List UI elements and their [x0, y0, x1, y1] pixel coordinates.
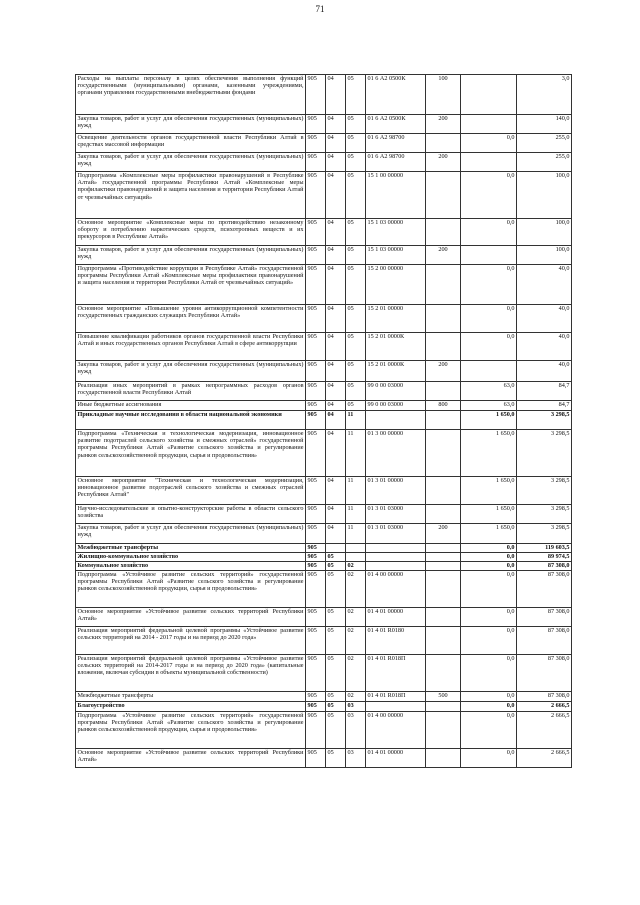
row-subsection-code: 05	[346, 134, 366, 153]
row-section-code: 04	[326, 265, 346, 305]
table-row	[76, 571, 572, 608]
row-subsection-code: 03	[346, 702, 366, 712]
row-name: Освещение деятельности органов государственной власти Республики Алтай в средствах массовой информации	[76, 134, 306, 153]
row-name: Расходы на выплаты персоналу в целях обеспечения выполнения функций государственными (муниципальными) органами, казенными учреждениями, органами управления государственными внебюджетными фондами	[76, 75, 306, 115]
row-name: Научно-исследовательские и опытно-конструкторские работы в области сельского хозяйства	[76, 505, 306, 524]
row-amount-first: 0,0	[461, 265, 517, 305]
row-amount-second: 40,0	[517, 265, 572, 305]
row-target-article: 99 0 00 03000	[366, 382, 426, 401]
table-row	[76, 75, 572, 115]
table-row	[76, 382, 572, 401]
row-section-code: 04	[326, 134, 346, 153]
row-amount-second: 255,0	[517, 134, 572, 153]
row-subsection-code: 11	[346, 505, 366, 524]
row-amount-second: 119 603,5	[517, 544, 572, 553]
row-name: Закупка товаров, работ и услуг для обеспечения государственных (муниципальных) нужд	[76, 524, 306, 544]
row-grbs-code: 905	[306, 333, 326, 361]
row-expense-type	[426, 571, 461, 608]
row-subsection-code: 05	[346, 153, 366, 172]
row-amount-second: 89 974,5	[517, 553, 572, 562]
row-subsection-code: 02	[346, 655, 366, 692]
row-grbs-code: 905	[306, 382, 326, 401]
row-amount-first: 0,0	[461, 219, 517, 246]
row-target-article: 15 2 01 00000	[366, 305, 426, 333]
row-amount-second: 84,7	[517, 382, 572, 401]
row-grbs-code: 905	[306, 524, 326, 544]
row-grbs-code: 905	[306, 655, 326, 692]
row-section-code: 04	[326, 505, 346, 524]
row-name: Повышение квалификации работников органов государственной власти Республики Алтай и иных государственных органов Республики Алтай в сфере антикоррупции	[76, 333, 306, 361]
row-expense-type: 200	[426, 115, 461, 134]
row-expense-type	[426, 627, 461, 655]
row-grbs-code: 905	[306, 411, 326, 430]
row-amount-second: 87 308,0	[517, 608, 572, 627]
row-target-article	[366, 553, 426, 562]
row-expense-type	[426, 265, 461, 305]
row-grbs-code: 905	[306, 134, 326, 153]
table-row	[76, 219, 572, 246]
row-grbs-code: 905	[306, 608, 326, 627]
row-grbs-code: 905	[306, 305, 326, 333]
row-target-article: 01 6 А2 0500К	[366, 115, 426, 134]
row-grbs-code: 905	[306, 75, 326, 115]
row-grbs-code: 905	[306, 553, 326, 562]
row-section-code: 04	[326, 305, 346, 333]
row-amount-second: 100,0	[517, 219, 572, 246]
row-expense-type: 500	[426, 692, 461, 702]
row-subsection-code: 05	[346, 75, 366, 115]
row-grbs-code: 905	[306, 562, 326, 571]
table-row	[76, 524, 572, 544]
row-name: Подпрограмма «Противодействие коррупции в Республике Алтай» государственной программы Республики Алтай «Комплексные меры профилактики правонарушений и защита населения и территории Республики Алтай от чрезвычайных ситуаций»	[76, 265, 306, 305]
row-section-code: 04	[326, 524, 346, 544]
table-row	[76, 544, 572, 553]
row-target-article	[366, 411, 426, 430]
row-amount-second: 3 298,5	[517, 505, 572, 524]
row-target-article: 01 4 00 00000	[366, 712, 426, 749]
row-grbs-code: 905	[306, 505, 326, 524]
row-grbs-code: 905	[306, 172, 326, 219]
row-expense-type	[426, 608, 461, 627]
row-target-article	[366, 562, 426, 571]
row-expense-type	[426, 477, 461, 505]
row-subsection-code: 03	[346, 712, 366, 749]
row-amount-first: 0,0	[461, 712, 517, 749]
row-name: Основное мероприятие «Повышение уровня антикоррупционной компетентности государственных гражданских служащих Республики Алтай»	[76, 305, 306, 333]
row-amount-second: 255,0	[517, 153, 572, 172]
row-name: Коммунальное хозяйство	[76, 562, 306, 571]
row-section-code: 04	[326, 477, 346, 505]
row-subsection-code: 05	[346, 382, 366, 401]
row-section-code: 04	[326, 401, 346, 411]
row-name: Реализация иных мероприятий в рамках непрограммных расходов органов государственной власти Республики Алтай	[76, 382, 306, 401]
row-amount-first: 63,0	[461, 382, 517, 401]
row-target-article: 01 4 01 R018П	[366, 655, 426, 692]
row-name: Подпрограмма «Устойчивое развитие сельских территорий» государственной программы Республики Алтай «Развитие сельского хозяйства и регулирование рынков сельскохозяйственной продукции, сырья и продовольствия»	[76, 571, 306, 608]
row-amount-second: 40,0	[517, 305, 572, 333]
row-subsection-code: 05	[346, 246, 366, 265]
row-target-article: 99 0 00 03000	[366, 401, 426, 411]
row-expense-type	[426, 562, 461, 571]
row-amount-first: 0,0	[461, 692, 517, 702]
row-subsection-code: 05	[346, 361, 366, 382]
row-amount-second: 84,7	[517, 401, 572, 411]
table-row	[76, 430, 572, 477]
row-name: Подпрограмма «Устойчивое развитие сельских территорий» государственной программы Республики Алтай «Развитие сельского хозяйства и регулирование рынков сельскохозяйственной продукции, сырья и продовольствия»	[76, 712, 306, 749]
row-name: Благоустройство	[76, 702, 306, 712]
row-target-article: 15 2 00 00000	[366, 265, 426, 305]
row-target-article: 01 6 А2 98700	[366, 153, 426, 172]
table-row	[76, 505, 572, 524]
row-grbs-code: 905	[306, 692, 326, 702]
row-amount-first: 0,0	[461, 608, 517, 627]
row-subsection-code: 11	[346, 477, 366, 505]
row-section-code: 05	[326, 553, 346, 562]
row-amount-second: 2 666,5	[517, 749, 572, 768]
row-section-code: 04	[326, 75, 346, 115]
row-target-article: 15 2 01 0000К	[366, 361, 426, 382]
row-name: Основное мероприятие "Техническая и технологическая модернизация, инновационное развитие подотраслей сельского хозяйства и смежных отраслей Республики Алтай"	[76, 477, 306, 505]
row-amount-first: 0,0	[461, 655, 517, 692]
row-expense-type	[426, 712, 461, 749]
table-row	[76, 153, 572, 172]
row-name: Иные бюджетные ассигнования	[76, 401, 306, 411]
row-amount-first: 0,0	[461, 571, 517, 608]
row-subsection-code: 03	[346, 749, 366, 768]
row-expense-type	[426, 505, 461, 524]
row-expense-type	[426, 172, 461, 219]
row-subsection-code: 02	[346, 627, 366, 655]
row-name: Подпрограмма «Комплексные меры профилактики правонарушений в Республике Алтай» государственной программы Республики Алтай «Комплексные меры профилактики правонарушений и защита населения и территории Республики Алтай от чрезвычайных ситуаций»	[76, 172, 306, 219]
row-subsection-code: 11	[346, 524, 366, 544]
row-section-code: 05	[326, 562, 346, 571]
row-amount-second: 2 666,5	[517, 702, 572, 712]
row-section-code: 04	[326, 361, 346, 382]
row-amount-first: 0,0	[461, 627, 517, 655]
row-section-code: 04	[326, 172, 346, 219]
row-name: Жилищно-коммунальное хозяйство	[76, 553, 306, 562]
row-name: Реализация мероприятий федеральной целевой программы «Устойчивое развитие сельских территорий на 2014-2017 годы и на период до 2020 года» (капитальные вложения, включая субсидии в объекты муниципальной собственности)	[76, 655, 306, 692]
table-row	[76, 655, 572, 692]
row-expense-type	[426, 134, 461, 153]
row-target-article: 15 1 00 00000	[366, 172, 426, 219]
row-amount-first: 0,0	[461, 702, 517, 712]
row-target-article	[366, 702, 426, 712]
row-amount-second: 87 308,0	[517, 562, 572, 571]
row-section-code: 04	[326, 115, 346, 134]
row-amount-first: 63,0	[461, 401, 517, 411]
table-row	[76, 172, 572, 219]
row-target-article: 01 3 00 00000	[366, 430, 426, 477]
row-name: Межбюджетные трансферты	[76, 692, 306, 702]
row-target-article: 01 4 01 R0180	[366, 627, 426, 655]
row-amount-first	[461, 361, 517, 382]
row-amount-first: 0,0	[461, 333, 517, 361]
page-number: 71	[315, 4, 325, 14]
row-target-article: 15 1 03 00000	[366, 219, 426, 246]
row-amount-first	[461, 246, 517, 265]
row-target-article: 15 2 01 0000К	[366, 333, 426, 361]
row-name: Межбюджетные трансферты	[76, 544, 306, 553]
table-row	[76, 333, 572, 361]
table-row	[76, 361, 572, 382]
row-amount-first: 0,0	[461, 553, 517, 562]
row-amount-first: 0,0	[461, 544, 517, 553]
row-expense-type: 100	[426, 75, 461, 115]
row-grbs-code: 905	[306, 115, 326, 134]
table-row	[76, 692, 572, 702]
table-row	[76, 246, 572, 265]
row-grbs-code: 905	[306, 712, 326, 749]
table-row	[76, 305, 572, 333]
row-section-code: 05	[326, 655, 346, 692]
table-row	[76, 477, 572, 505]
table-row	[76, 562, 572, 571]
row-subsection-code: 05	[346, 172, 366, 219]
row-name: Закупка товаров, работ и услуг для обеспечения государственных (муниципальных) нужд	[76, 115, 306, 134]
row-amount-second: 2 666,5	[517, 712, 572, 749]
row-section-code: 05	[326, 627, 346, 655]
row-name: Основное мероприятие «Комплексные меры по противодействию незаконному обороту и потреблению наркотических средств, психотропных веществ и их прекурсоров в Республике Алтай»	[76, 219, 306, 246]
row-expense-type	[426, 333, 461, 361]
row-amount-second: 3 298,5	[517, 430, 572, 477]
row-amount-second: 140,0	[517, 115, 572, 134]
row-amount-first: 0,0	[461, 305, 517, 333]
row-section-code: 04	[326, 430, 346, 477]
row-name: Закупка товаров, работ и услуг для обеспечения государственных (муниципальных) нужд	[76, 361, 306, 382]
row-subsection-code	[346, 553, 366, 562]
row-name: Основное мероприятие «Устойчивое развитие сельских территорий Республики Алтай»	[76, 749, 306, 768]
row-amount-second: 3 298,5	[517, 411, 572, 430]
row-section-code: 04	[326, 333, 346, 361]
row-subsection-code: 02	[346, 608, 366, 627]
row-expense-type: 200	[426, 361, 461, 382]
row-amount-first	[461, 115, 517, 134]
row-subsection-code: 05	[346, 115, 366, 134]
row-target-article: 01 6 А2 98700	[366, 134, 426, 153]
row-section-code: 05	[326, 702, 346, 712]
row-name: Прикладные научные исследования в области национальной экономики	[76, 411, 306, 430]
row-amount-second: 3,0	[517, 75, 572, 115]
row-subsection-code: 05	[346, 401, 366, 411]
row-grbs-code: 905	[306, 246, 326, 265]
row-amount-first	[461, 153, 517, 172]
row-section-code: 05	[326, 608, 346, 627]
row-amount-second: 3 298,5	[517, 477, 572, 505]
table-row	[76, 411, 572, 430]
row-subsection-code: 11	[346, 430, 366, 477]
row-grbs-code: 905	[306, 477, 326, 505]
row-expense-type	[426, 430, 461, 477]
row-amount-second: 87 308,0	[517, 627, 572, 655]
row-amount-first: 0,0	[461, 749, 517, 768]
row-expense-type: 800	[426, 401, 461, 411]
row-name: Основное мероприятие «Устойчивое развитие сельских территорий Республики Алтай»	[76, 608, 306, 627]
row-amount-first: 1 650,0	[461, 430, 517, 477]
table-row	[76, 115, 572, 134]
row-target-article: 01 3 01 03000	[366, 524, 426, 544]
row-expense-type	[426, 382, 461, 401]
row-grbs-code: 905	[306, 627, 326, 655]
table-row	[76, 712, 572, 749]
budget-table-body	[76, 75, 572, 768]
row-section-code: 04	[326, 246, 346, 265]
row-expense-type: 200	[426, 153, 461, 172]
table-row	[76, 553, 572, 562]
row-amount-second: 3 298,5	[517, 524, 572, 544]
row-amount-second: 87 308,0	[517, 692, 572, 702]
row-target-article: 01 6 А2 0500К	[366, 75, 426, 115]
row-subsection-code: 02	[346, 562, 366, 571]
row-amount-second: 40,0	[517, 333, 572, 361]
row-section-code: 05	[326, 571, 346, 608]
row-grbs-code: 905	[306, 401, 326, 411]
row-amount-first: 0,0	[461, 134, 517, 153]
row-section-code: 04	[326, 382, 346, 401]
row-section-code: 04	[326, 219, 346, 246]
row-grbs-code: 905	[306, 749, 326, 768]
row-grbs-code: 905	[306, 265, 326, 305]
row-expense-type	[426, 553, 461, 562]
row-expense-type	[426, 655, 461, 692]
row-subsection-code: 05	[346, 219, 366, 246]
row-section-code: 05	[326, 692, 346, 702]
row-subsection-code: 05	[346, 305, 366, 333]
table-row	[76, 265, 572, 305]
row-target-article: 01 3 01 03000	[366, 505, 426, 524]
row-subsection-code: 05	[346, 265, 366, 305]
row-expense-type	[426, 749, 461, 768]
row-amount-second: 100,0	[517, 246, 572, 265]
row-target-article: 01 4 01 00000	[366, 608, 426, 627]
row-grbs-code: 905	[306, 430, 326, 477]
row-name: Закупка товаров, работ и услуг для обеспечения государственных (муниципальных) нужд	[76, 153, 306, 172]
table-row	[76, 627, 572, 655]
row-target-article: 01 3 01 00000	[366, 477, 426, 505]
row-amount-second: 87 308,0	[517, 571, 572, 608]
row-section-code	[326, 544, 346, 553]
row-grbs-code: 905	[306, 571, 326, 608]
row-subsection-code: 05	[346, 333, 366, 361]
row-section-code: 04	[326, 411, 346, 430]
row-amount-second: 87 308,0	[517, 655, 572, 692]
row-grbs-code: 905	[306, 702, 326, 712]
row-expense-type	[426, 544, 461, 553]
row-amount-first	[461, 75, 517, 115]
row-amount-first: 1 650,0	[461, 477, 517, 505]
row-grbs-code: 905	[306, 361, 326, 382]
row-expense-type	[426, 305, 461, 333]
row-subsection-code: 02	[346, 571, 366, 608]
row-subsection-code: 11	[346, 411, 366, 430]
row-target-article	[366, 544, 426, 553]
row-section-code: 04	[326, 153, 346, 172]
row-subsection-code: 02	[346, 692, 366, 702]
row-expense-type	[426, 219, 461, 246]
row-target-article: 15 1 03 00000	[366, 246, 426, 265]
row-target-article: 01 4 01 R018П	[366, 692, 426, 702]
row-name: Реализация мероприятий федеральной целевой программы «Устойчивое развитие сельских территорий на 2014 - 2017 годы и на период до 2020 года»	[76, 627, 306, 655]
row-amount-first: 0,0	[461, 562, 517, 571]
row-expense-type: 200	[426, 246, 461, 265]
row-amount-first: 1 650,0	[461, 411, 517, 430]
row-subsection-code	[346, 544, 366, 553]
table-row	[76, 702, 572, 712]
table-row	[76, 608, 572, 627]
row-amount-first: 1 650,0	[461, 524, 517, 544]
row-expense-type: 200	[426, 524, 461, 544]
row-section-code: 05	[326, 712, 346, 749]
row-section-code: 05	[326, 749, 346, 768]
table-row	[76, 749, 572, 768]
row-amount-first: 1 650,0	[461, 505, 517, 524]
row-amount-first: 0,0	[461, 172, 517, 219]
row-name: Подпрограмма «Техническая и технологическая модернизация, инновационное развитие подотраслей сельского хозяйства и смежных отраслей» государственной программы Республики Алтай «Развитие сельского хозяйства и регулирование рынков сельскохозяйственной продукции, сырья и продовольствия»	[76, 430, 306, 477]
row-grbs-code: 905	[306, 219, 326, 246]
row-grbs-code: 905	[306, 544, 326, 553]
table-row	[76, 401, 572, 411]
row-name: Закупка товаров, работ и услуг для обеспечения государственных (муниципальных) нужд	[76, 246, 306, 265]
row-amount-second: 40,0	[517, 361, 572, 382]
row-grbs-code: 905	[306, 153, 326, 172]
row-expense-type	[426, 411, 461, 430]
table-row	[76, 134, 572, 153]
budget-table	[75, 74, 572, 768]
row-target-article: 01 4 00 00000	[366, 571, 426, 608]
row-expense-type	[426, 702, 461, 712]
row-target-article: 01 4 01 00000	[366, 749, 426, 768]
row-amount-second: 100,0	[517, 172, 572, 219]
